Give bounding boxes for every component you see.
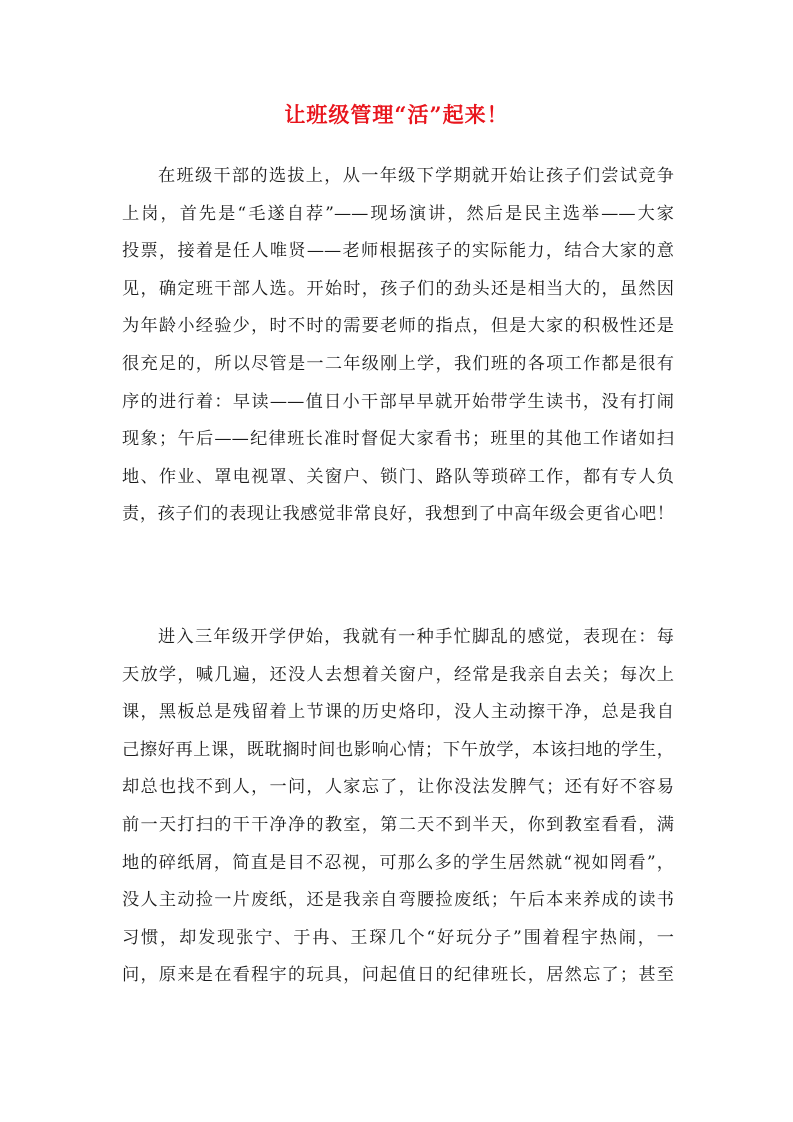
paragraph-2 xyxy=(122,619,674,995)
text-line: 问，原来是在看程宇的玩具，问起值日的纪律班长，居然忘了；甚至 xyxy=(122,965,674,986)
text-line: 为年龄小经验少，时不时的需要老师的指点，但是大家的积极性还是 xyxy=(122,316,674,337)
text-line: 序的进行着：早读——值日小干部早早就开始带学生读书，没有打闹 xyxy=(122,391,674,412)
text-line: 上岗，首先是“毛遂自荐”——现场演讲，然后是民主选举——大家 xyxy=(122,203,674,224)
text-line: 责，孩子们的表现让我感觉非常良好，我想到了中高年级会更省心吧！ xyxy=(122,504,674,525)
text-line: 地的碎纸屑，简直是目不忍视，可那么多的学生居然就“视如罔看”， xyxy=(122,852,674,873)
text-line: 现象；午后——纪律班长准时督促大家看书；班里的其他工作诸如扫 xyxy=(122,429,674,450)
text-line: 课，黑板总是残留着上节课的历史烙印，没人主动擦干净，总是我自 xyxy=(122,702,674,723)
text-line: 地、作业、罩电视罩、关窗户、锁门、路队等琐碎工作，都有专人负 xyxy=(122,466,674,487)
text-line: 见，确定班干部人选。开始时，孩子们的劲头还是相当大的，虽然因 xyxy=(122,278,674,299)
text-line: 投票，接着是任人唯贤——老师根据孩子的实际能力，结合大家的意 xyxy=(122,241,674,262)
text-line: 在班级干部的选拔上，从一年级下学期就开始让孩子们尝试竞争 xyxy=(158,166,674,186)
paragraph-1 xyxy=(122,158,674,534)
text-line: 很充足的，所以尽管是一二年级刚上学，我们班的各项工作都是很有 xyxy=(122,353,674,374)
text-line: 天放学，喊几遍，还没人去想着关窗户，经常是我亲自去关；每次上 xyxy=(122,664,674,685)
text-line: 己擦好再上课，既耽搁时间也影响心情；下午放学，本该扫地的学生， xyxy=(122,739,674,760)
text-line: 习惯，却发现张宁、于冉、王琛几个“好玩分子”围着程宇热闹，一 xyxy=(122,927,674,948)
document-title: 让班级管理“活”起来！ xyxy=(284,102,509,127)
text-line: 进入三年级开学伊始，我就有一种手忙脚乱的感觉，表现在：每 xyxy=(158,627,674,647)
text-line: 没人主动捡一片废纸，还是我亲自弯腰捡废纸；午后本来养成的读书 xyxy=(122,890,674,911)
text-line: 前一天打扫的干干净净的教室，第二天不到半天，你到教室看看，满 xyxy=(122,814,674,835)
text-line: 却总也找不到人，一问，人家忘了，让你没法发脾气；还有好不容易 xyxy=(122,777,674,798)
